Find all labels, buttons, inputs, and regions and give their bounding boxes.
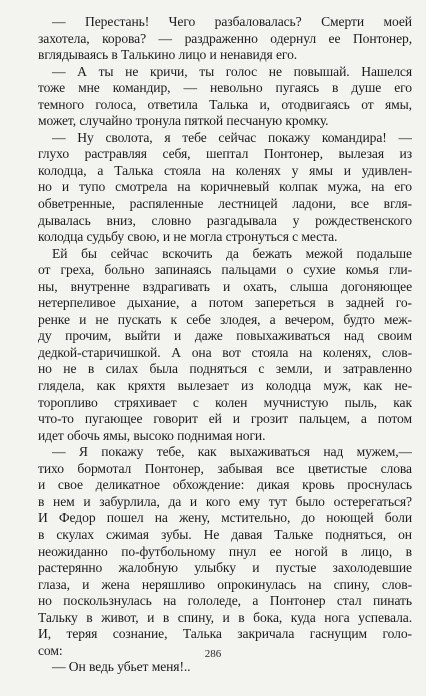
text-line: — Ну сволота, я тебе сейчас покажу командира! — (52, 129, 412, 145)
text-line: ду прочим, выйти и даже повыхаживаться над своим (38, 328, 412, 344)
text-line: захотела, корова? — раздраженно одернул ее Понтонер, (38, 30, 412, 46)
page-number: 286 (204, 648, 222, 660)
text-line: колодца, а Талька стояла на коленях у ямы и удивлен- (38, 162, 412, 178)
text-line: растерянно жалобную улыбку и пустые захолодевшие (38, 560, 412, 576)
text-line: дедкой-старичишкой. А она вот стояла на коленях, слов- (38, 344, 412, 360)
text-line: И, теряя сознание, Талька закричала гаснущим голо- (38, 626, 412, 642)
text-line: Ей бы сейчас вскочить да бежать межой подальше (52, 245, 412, 261)
text-line: — Я покажу тебе, как выхаживаться над мужем,— (52, 444, 412, 460)
text-line: обветренные, распяленные лестницей ладони, все вгля- (38, 196, 412, 212)
text-line: нетерпеливое дыхание, а потом запереться в задней го- (38, 295, 412, 311)
text-line: и свое деликатное обхождение: дикая кровь проснулась (38, 477, 412, 493)
text-line: в нем и забурлила, да и кого ему тут было остерегаться? (38, 493, 412, 509)
text-line: вглядываясь в Талькино лицо и ненавидя его. (38, 47, 298, 63)
text-line: глухо растравляя себя, шептал Понтонер, вылезая из (38, 146, 412, 162)
body-text (38, 14, 412, 676)
text-line: но поскользнулась на гололеде, а Понтонер стал пинать (38, 593, 412, 609)
text-line: но не в силах была подняться с земли, и затравленно (38, 361, 412, 377)
text-line: тоже мне командир, — невольно пугаясь в душе его (38, 80, 412, 96)
text-line: что-то пугающее говорит ей и грозит пальцем, а потом (38, 411, 412, 427)
text-line: но и тупо смотрела на коричневый колпак мужа, на его (38, 179, 412, 195)
text-line: может, случайно тронула пяткой песчаную кромку. (38, 113, 329, 129)
text-line: сом: (38, 642, 63, 658)
text-line: глаза, и жена неряшливо опрокинулась на спину, слов- (38, 576, 412, 592)
text-line: в скулах сжимая зубы. Не давая Тальке подняться, он (38, 526, 412, 542)
text-line: — Он ведь убьет меня!.. (52, 659, 191, 675)
text-line: тихо бормотал Понтонер, забывая все цветистые слова (38, 460, 412, 476)
text-line: темного голоса, ответила Талька и, отодвигаясь от ямы, (38, 96, 412, 112)
text-line: — Перестань! Чего разбаловалась? Смерти моей (52, 14, 412, 29)
text-line: ны, внутренне вздрагивать и охать, слыша догоняющее (38, 278, 412, 294)
text-line: идет обочь ямы, высоко поднимая ноги. (38, 427, 266, 443)
text-line: глядела, как кряхтя вылезает из колодца муж, как не- (38, 378, 412, 394)
text-line: колодца судьбу свою, и не могла стронуться с места. (38, 229, 338, 245)
text-line: ренке и не пускать к себе злодея, а вечером, будто меж- (38, 311, 412, 327)
text-line: Тальку в живот, и в спину, и в бока, куда нога успевала. (38, 609, 412, 625)
text-line: — А ты не кричи, ты голос не повышай. Нашелся (52, 63, 412, 79)
text-line: И Федор пошел на жену, мстительно, до ноющей боли (38, 510, 412, 526)
text-line: от греха, больно запинаясь пальцами о сухие комья гли- (38, 262, 412, 278)
text-line: торопливо стряхивает с колен мучнистую пыль, как (38, 394, 412, 410)
text-line: дывалась вниз, словно разгадывала у рождественского (38, 212, 412, 228)
text-line: неожиданно по-футбольному пнул ее ногой в лицо, в (38, 543, 412, 559)
